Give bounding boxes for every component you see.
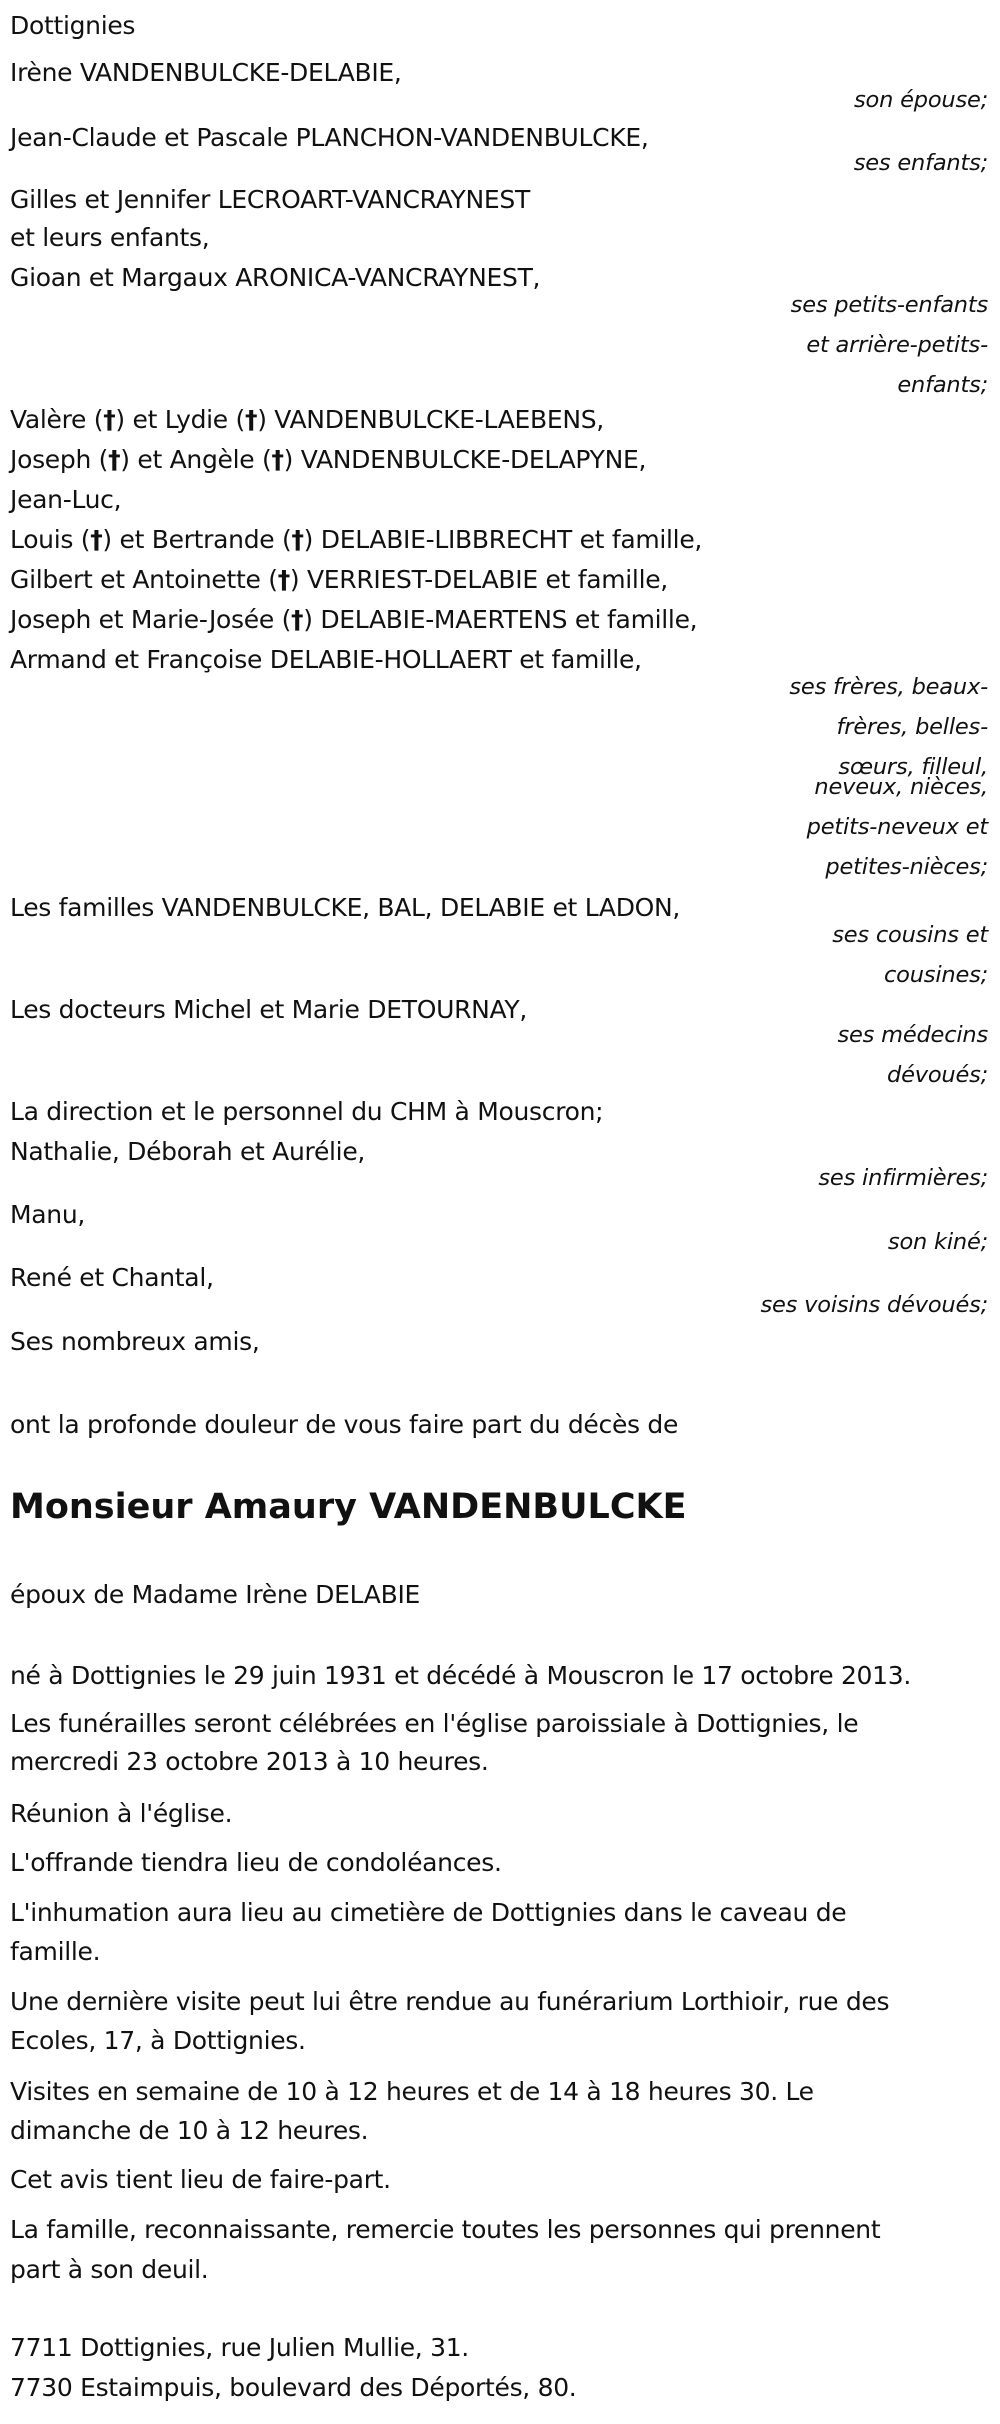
detail-line: L'offrande tiendra lieu de condoléances. bbox=[10, 1848, 502, 1877]
relation-label: petits-neveux et bbox=[806, 814, 988, 840]
family-line: Jean-Claude et Pascale PLANCHON-VANDENBULCKE, bbox=[10, 123, 649, 152]
family-line: Gilles et Jennifer LECROART-VANCRAYNEST bbox=[10, 185, 530, 214]
family-line: Ses nombreux amis, bbox=[10, 1327, 260, 1356]
cross-icon: † bbox=[103, 405, 116, 434]
cross-icon: † bbox=[108, 445, 121, 474]
relation-label: son épouse; bbox=[854, 87, 988, 113]
address-line: 7730 Estaimpuis, boulevard des Déportés, 80. bbox=[10, 2373, 577, 2402]
detail-line: dimanche de 10 à 12 heures. bbox=[10, 2116, 369, 2145]
cross-icon: † bbox=[291, 605, 304, 634]
relation-label: ses cousins et bbox=[832, 922, 988, 948]
relation-label: ses infirmières; bbox=[818, 1165, 988, 1191]
detail-line: Une dernière visite peut lui être rendue au funérarium Lorthioir, rue des bbox=[10, 1987, 890, 2016]
relation-label: sœurs, filleul, bbox=[838, 754, 988, 780]
cross-icon: † bbox=[277, 565, 290, 594]
detail-line: part à son deuil. bbox=[10, 2255, 209, 2284]
family-line: et leurs enfants, bbox=[10, 223, 210, 252]
family-line: Armand et Françoise DELABIE-HOLLAERT et famille, bbox=[10, 645, 642, 674]
family-line: Gilbert et Antoinette (†) VERRIEST-DELABIE et famille, bbox=[10, 565, 668, 594]
family-line: Les docteurs Michel et Marie DETOURNAY, bbox=[10, 995, 528, 1024]
family-line: Irène VANDENBULCKE-DELABIE, bbox=[10, 58, 402, 87]
relation-label: neveux, nièces, bbox=[814, 774, 988, 800]
relation-label: petites-nièces; bbox=[825, 854, 988, 880]
detail-line: Visites en semaine de 10 à 12 heures et de 14 à 18 heures 30. Le bbox=[10, 2077, 814, 2106]
cross-icon: † bbox=[244, 405, 258, 434]
detail-line: Cet avis tient lieu de faire-part. bbox=[10, 2165, 391, 2194]
relation-label: ses voisins dévoués; bbox=[760, 1292, 988, 1318]
relation-label: enfants; bbox=[897, 372, 988, 398]
detail-line: Les funérailles seront célébrées en l'église paroissiale à Dottignies, le bbox=[10, 1709, 859, 1738]
relation-label: ses frères, beaux- bbox=[789, 674, 988, 700]
cross-icon: † bbox=[90, 525, 103, 554]
announcement-text: ont la profonde douleur de vous faire part du décès de bbox=[10, 1410, 679, 1439]
family-line: René et Chantal, bbox=[10, 1263, 214, 1292]
relation-label: cousines; bbox=[884, 962, 988, 988]
detail-line: né à Dottignies le 29 juin 1931 et décédé à Mouscron le 17 octobre 2013. bbox=[10, 1661, 912, 1690]
family-line: Louis (†) et Bertrande (†) DELABIE-LIBBRECHT et famille, bbox=[10, 525, 703, 554]
relation-label: son kiné; bbox=[887, 1229, 988, 1255]
family-line: Joseph et Marie-Josée (†) DELABIE-MAERTENS et famille, bbox=[10, 605, 698, 634]
detail-line: mercredi 23 octobre 2013 à 10 heures. bbox=[10, 1747, 489, 1776]
relation-label: ses enfants; bbox=[853, 150, 988, 176]
detail-line: La famille, reconnaissante, remercie toutes les personnes qui prennent bbox=[10, 2215, 881, 2244]
detail-line: Ecoles, 17, à Dottignies. bbox=[10, 2026, 306, 2055]
relation-label: et arrière-petits- bbox=[806, 332, 988, 358]
family-line: Manu, bbox=[10, 1200, 86, 1229]
cross-icon: † bbox=[291, 525, 304, 554]
family-line: Les familles VANDENBULCKE, BAL, DELABIE et LADON, bbox=[10, 893, 681, 922]
deceased-name-heading: Monsieur Amaury VANDENBULCKE bbox=[10, 1487, 687, 1527]
family-line: Valère (†) et Lydie (†) VANDENBULCKE-LAEBENS, bbox=[10, 405, 604, 434]
relation-label: dévoués; bbox=[886, 1062, 988, 1088]
family-line: La direction et le personnel du CHM à Mouscron; bbox=[10, 1097, 604, 1126]
detail-line: L'inhumation aura lieu au cimetière de Dottignies dans le caveau de bbox=[10, 1898, 847, 1927]
detail-line: Réunion à l'église. bbox=[10, 1799, 233, 1828]
family-line: Nathalie, Déborah et Aurélie, bbox=[10, 1137, 366, 1166]
place-name: Dottignies bbox=[10, 11, 136, 40]
family-line: Gioan et Margaux ARONICA-VANCRAYNEST, bbox=[10, 263, 541, 292]
address-line: 7711 Dottignies, rue Julien Mullie, 31. bbox=[10, 2333, 469, 2362]
cross-icon: † bbox=[271, 445, 284, 474]
family-line: Joseph (†) et Angèle (†) VANDENBULCKE-DELAPYNE, bbox=[10, 445, 647, 474]
relation-label: frères, belles- bbox=[836, 714, 988, 740]
family-line: Jean-Luc, bbox=[10, 485, 122, 514]
detail-line: famille. bbox=[10, 1937, 101, 1966]
relation-label: ses petits-enfants bbox=[790, 292, 988, 318]
spouse-line: époux de Madame Irène DELABIE bbox=[10, 1580, 421, 1609]
relation-label: ses médecins bbox=[837, 1022, 988, 1048]
